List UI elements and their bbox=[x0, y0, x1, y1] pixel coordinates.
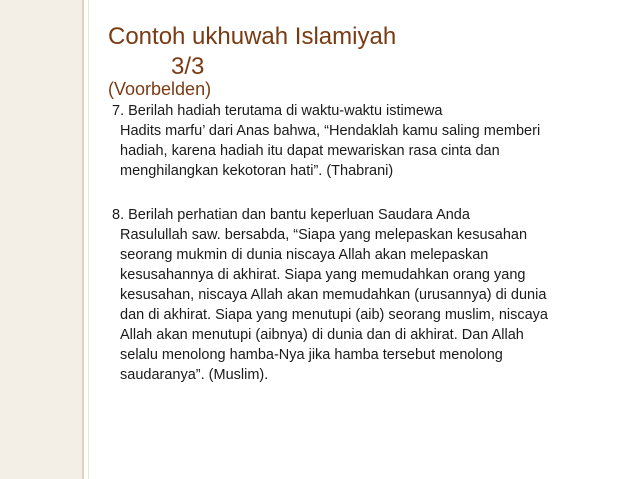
decorative-divider-line-thin bbox=[88, 0, 89, 479]
decorative-side-band bbox=[0, 0, 82, 479]
list-item-line: menghilangkan kekotoran hati”. (Thabrani) bbox=[120, 163, 394, 179]
list-item-line: kesusahannya di akhirat. Siapa yang memudahkan orang yang bbox=[120, 267, 526, 283]
list-item-line: hadiah, karena hadiah itu dapat mewariskan rasa cinta dan bbox=[120, 143, 500, 159]
slide-title-line2: 3/3 bbox=[171, 53, 205, 80]
list-item-line: saudaranya”. (Muslim). bbox=[120, 367, 269, 383]
list-item-line: Allah akan menutupi (aibnya) di dunia dan di akhirat. Dan Allah bbox=[120, 327, 524, 343]
list-item-heading: 8. Berilah perhatian dan bantu keperluan Saudara Anda bbox=[112, 207, 470, 223]
list-item-line: kesusahan, niscaya Allah akan memudahkan (urusannya) di dunia bbox=[120, 287, 547, 303]
slide-title-line1: Contoh ukhuwah Islamiyah bbox=[108, 23, 397, 50]
slide-body bbox=[112, 101, 622, 409]
slide-subtitle: (Voorbelden) bbox=[108, 79, 212, 99]
list-item-line: dan di akhirat. Siapa yang menutupi (aib) seorang muslim, niscaya bbox=[120, 307, 548, 323]
slide-title bbox=[108, 22, 396, 82]
list-item-line: seorang mukmin di dunia niscaya Allah akan melepaskan bbox=[120, 247, 489, 263]
decorative-divider-line bbox=[82, 0, 84, 479]
list-item-line: Rasulullah saw. bersabda, “Siapa yang melepaskan kesusahan bbox=[120, 227, 528, 243]
list-item-7 bbox=[112, 101, 622, 181]
list-item-line: selalu menolong hamba-Nya jika hamba tersebut menolong bbox=[120, 347, 503, 363]
list-item-8 bbox=[112, 205, 622, 385]
list-item-heading: 7. Berilah hadiah terutama di waktu-waktu istimewa bbox=[112, 103, 443, 119]
list-item-line: Hadits marfu’ dari Anas bahwa, “Hendaklah kamu saling memberi bbox=[120, 123, 541, 139]
